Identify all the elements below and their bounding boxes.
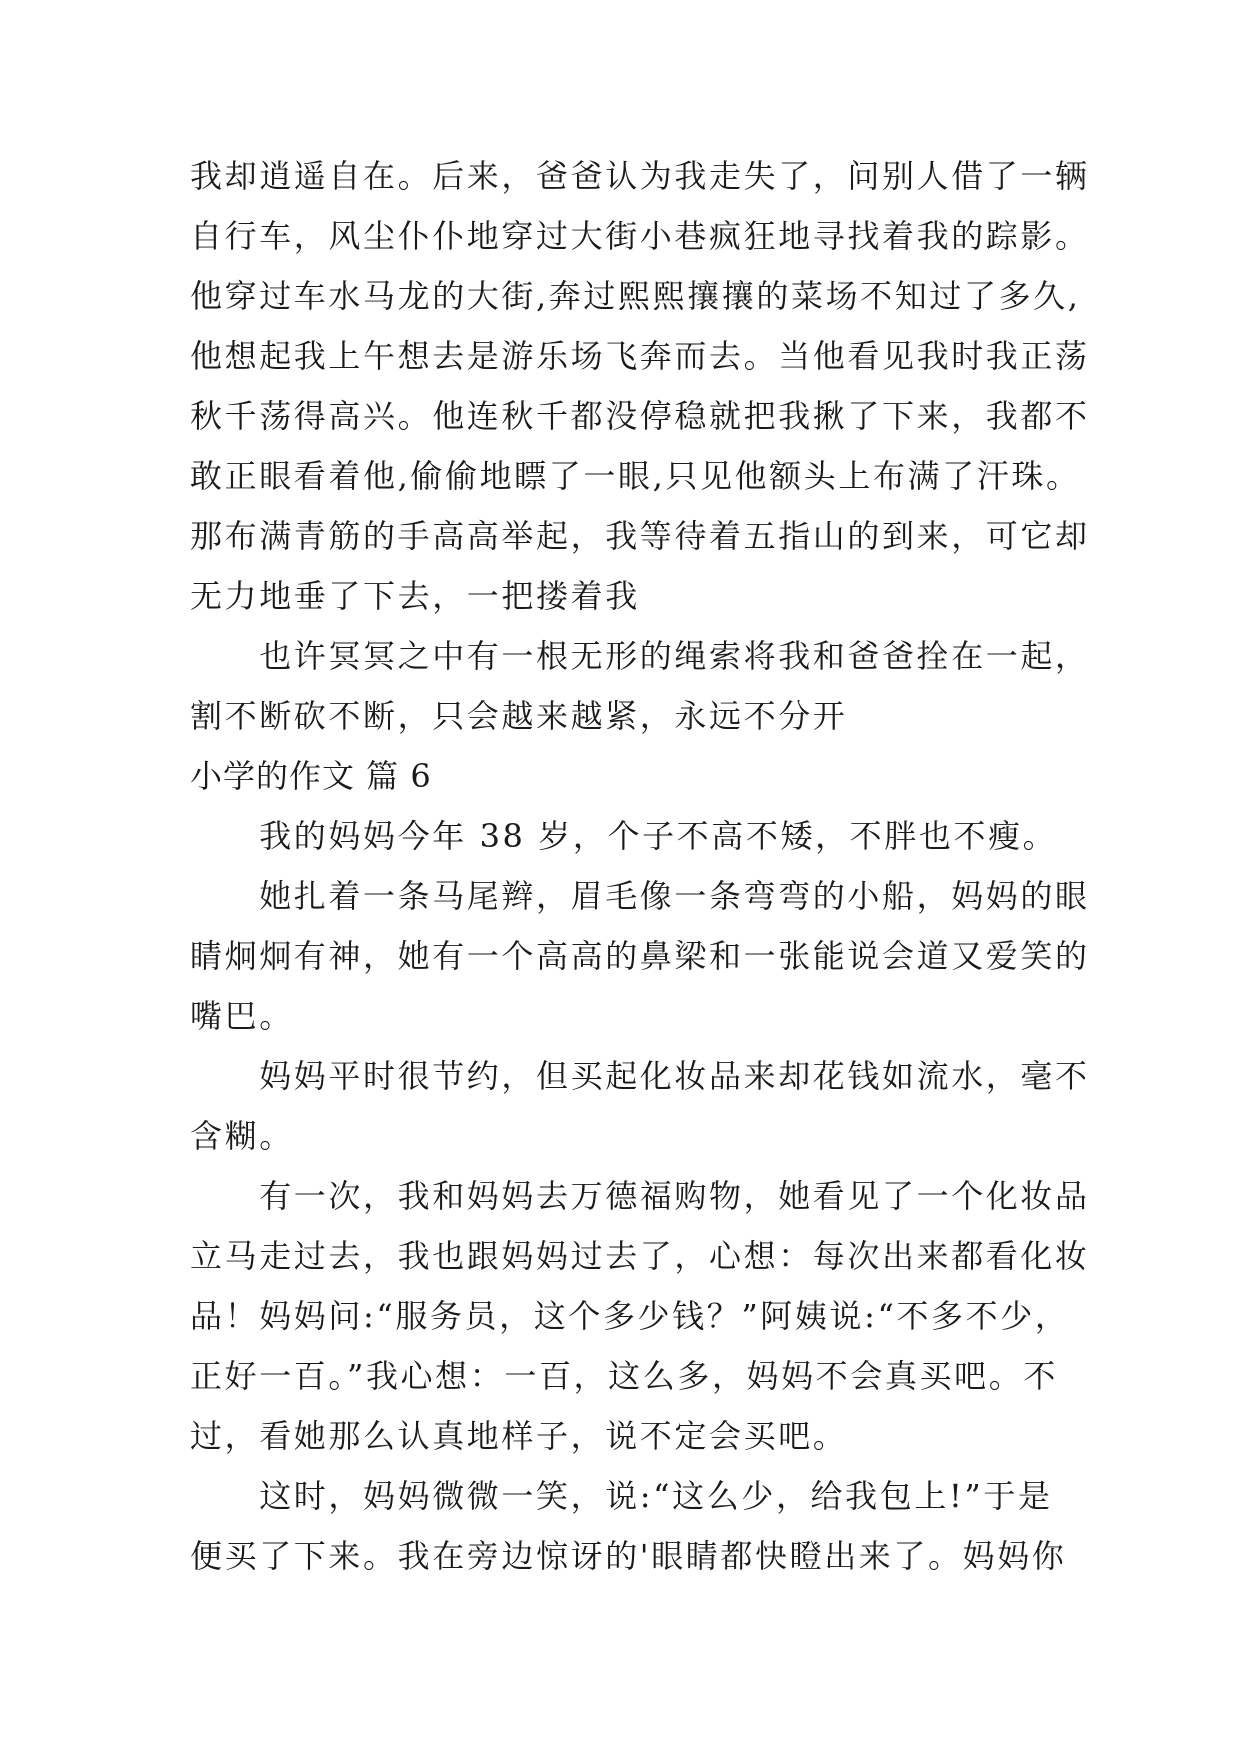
- paragraph-line: 也许冥冥之中有一根无形的绳索将我和爸爸拴在一起，: [190, 637, 1090, 675]
- paragraph-line: 我却逍遥自在。后来，爸爸认为我走失了，问别人借了一辆: [190, 157, 1090, 195]
- paragraph-line: 他穿过车水马龙的大街,奔过熙熙攘攘的菜场不知过了多久,: [190, 277, 1081, 315]
- paragraph-line: 含糊。: [190, 1117, 294, 1155]
- paragraph-line: 便买了下来。我在旁边惊讶的'眼睛都快瞪出来了。妈妈你: [190, 1537, 1067, 1575]
- paragraph-line: 有一次，我和妈妈去万德福购物，她看见了一个化妆品: [190, 1177, 1090, 1215]
- paragraph-line: 我的妈妈今年 38 岁，个子不高不矮，不胖也不瘦。: [190, 817, 1058, 855]
- paragraph-line: 品！妈妈问:“服务员，这个多少钱？”阿姨说:“不多不少，: [190, 1297, 1070, 1335]
- paragraph-line: 秋千荡得高兴。他连秋千都没停稳就把我揪了下来，我都不: [190, 397, 1090, 435]
- paragraph-line: 妈妈平时很节约，但买起化妆品来却花钱如流水，毫不: [190, 1057, 1090, 1095]
- paragraph-line: 自行车，风尘仆仆地穿过大街小巷疯狂地寻找着我的踪影。: [190, 217, 1090, 255]
- paragraph-line: 过，看她那么认真地样子，说不定会买吧。: [190, 1417, 848, 1455]
- paragraph-line: 他想起我上午想去是游乐场飞奔而去。当他看见我时我正荡: [190, 337, 1090, 375]
- paragraph-line: 她扎着一条马尾辫，眉毛像一条弯弯的小船，妈妈的眼: [190, 877, 1090, 915]
- paragraph-line: 正好一百。”我心想：一百，这么多，妈妈不会真买吧。不: [190, 1357, 1058, 1395]
- paragraph-line: 割不断砍不断，只会越来越紧，永远不分开: [190, 697, 848, 735]
- paragraph-line: 嘴巴。: [190, 997, 294, 1035]
- paragraph-line: 这时，妈妈微微一笑，说:“这么少，给我包上!”于是: [190, 1477, 1053, 1515]
- section-heading: 小学的作文 篇 6: [190, 757, 432, 795]
- paragraph-line: 立马走过去，我也跟妈妈过去了，心想：每次出来都看化妆: [190, 1237, 1090, 1275]
- paragraph-line: 睛炯炯有神，她有一个高高的鼻梁和一张能说会道又爱笑的: [190, 937, 1090, 975]
- paragraph-line: 敢正眼看着他,偷偷地瞟了一眼,只见他额头上布满了汗珠。: [190, 457, 1081, 495]
- paragraph-line: 无力地垂了下去，一把搂着我: [190, 577, 640, 615]
- paragraph-line: 那布满青筋的手高高举起，我等待着五指山的到来，可它却: [190, 517, 1090, 555]
